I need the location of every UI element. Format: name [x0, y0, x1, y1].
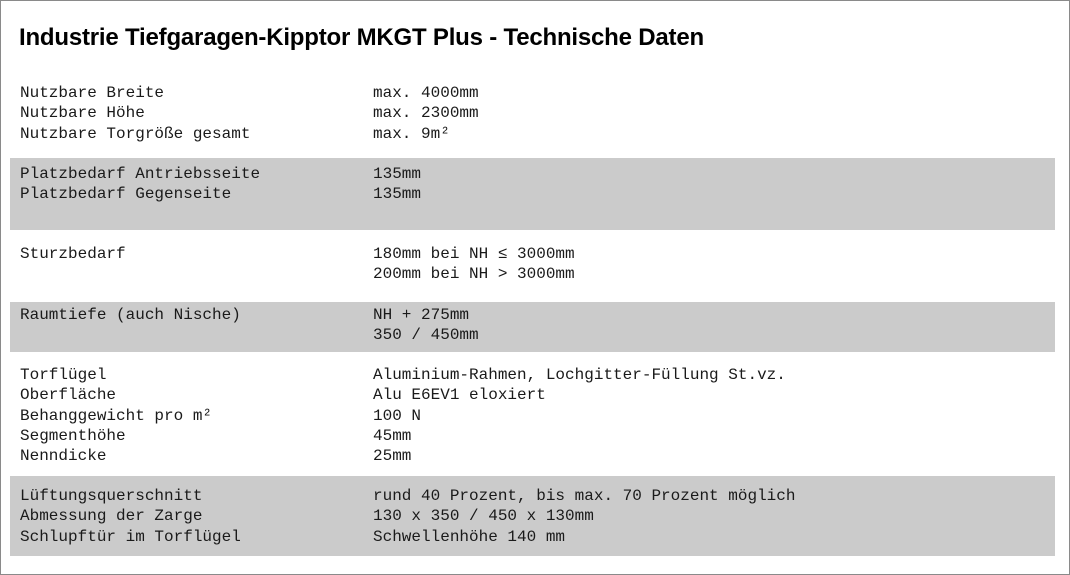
spec-label: Platzbedarf Antriebsseite — [20, 165, 261, 183]
spec-row — [20, 164, 421, 184]
spec-row — [20, 103, 479, 123]
spec-row — [20, 124, 479, 144]
spec-value: 135mm — [373, 165, 422, 183]
spec-label: Raumtiefe (auch Nische) — [20, 306, 241, 324]
spec-label: Nutzbare Höhe — [20, 104, 145, 123]
spec-label: Sturzbedarf — [20, 245, 126, 263]
spec-row — [20, 83, 479, 103]
spec-row — [20, 264, 575, 284]
spec-row — [20, 406, 786, 426]
spec-label: Platzbedarf Gegenseite — [20, 185, 232, 204]
spec-row — [20, 365, 786, 385]
spec-value: 180mm bei NH ≤ 3000mm — [373, 245, 575, 263]
spec-value: 100 N — [373, 406, 422, 425]
spec-row — [20, 426, 786, 446]
spec-label: Lüftungsquerschnitt — [20, 487, 203, 505]
spec-value: 350 / 450mm — [373, 326, 479, 345]
spec-value: max. 4000mm — [373, 84, 479, 102]
spec-value: 25mm — [373, 447, 412, 466]
section-room-depth — [10, 302, 1055, 352]
spec-row — [20, 305, 479, 325]
spec-row — [20, 486, 795, 506]
section-space-requirements — [10, 158, 1055, 230]
spec-label: Nenndicke — [20, 447, 107, 466]
spec-label: Segmenthöhe — [20, 426, 126, 445]
spec-row — [20, 184, 421, 204]
spec-value: Schwellenhöhe 140 mm — [373, 527, 566, 546]
spec-row — [20, 446, 786, 466]
spec-value: 135mm — [373, 185, 422, 204]
section-dimensions — [10, 83, 1055, 145]
spec-label: Nutzbare Breite — [20, 84, 165, 102]
spec-label: Torflügel — [20, 366, 107, 384]
spec-value: 130 x 350 / 450 x 130mm — [373, 507, 594, 526]
spec-label: Abmessung der Zarge — [20, 507, 203, 526]
section-ventilation-frame — [10, 476, 1055, 556]
spec-row — [20, 244, 575, 264]
spec-value: rund 40 Prozent, bis max. 70 Prozent möglich — [373, 487, 796, 505]
spec-value: NH + 275mm — [373, 306, 470, 324]
page-title: Industrie Tiefgaragen-Kipptor MKGT Plus - Technische Daten — [19, 24, 704, 51]
spec-label: Nutzbare Torgröße gesamt — [20, 124, 251, 143]
spec-row — [20, 527, 795, 547]
spec-value: max. 9m² — [373, 124, 450, 143]
section-lintel — [10, 244, 1055, 288]
spec-value: 45mm — [373, 426, 412, 445]
spec-label: Schlupftür im Torflügel — [20, 527, 241, 546]
spec-value: Alu E6EV1 eloxiert — [373, 386, 546, 405]
spec-row — [20, 385, 786, 405]
spec-row — [20, 325, 479, 345]
section-door-leaf — [10, 365, 1055, 469]
spec-label: Oberfläche — [20, 386, 117, 405]
spec-label: Behanggewicht pro m² — [20, 406, 213, 425]
spec-value: max. 2300mm — [373, 104, 479, 123]
spec-row — [20, 506, 795, 526]
spec-value: 200mm bei NH > 3000mm — [373, 265, 575, 284]
spec-value: Aluminium-Rahmen, Lochgitter-Füllung St.vz. — [373, 366, 786, 384]
